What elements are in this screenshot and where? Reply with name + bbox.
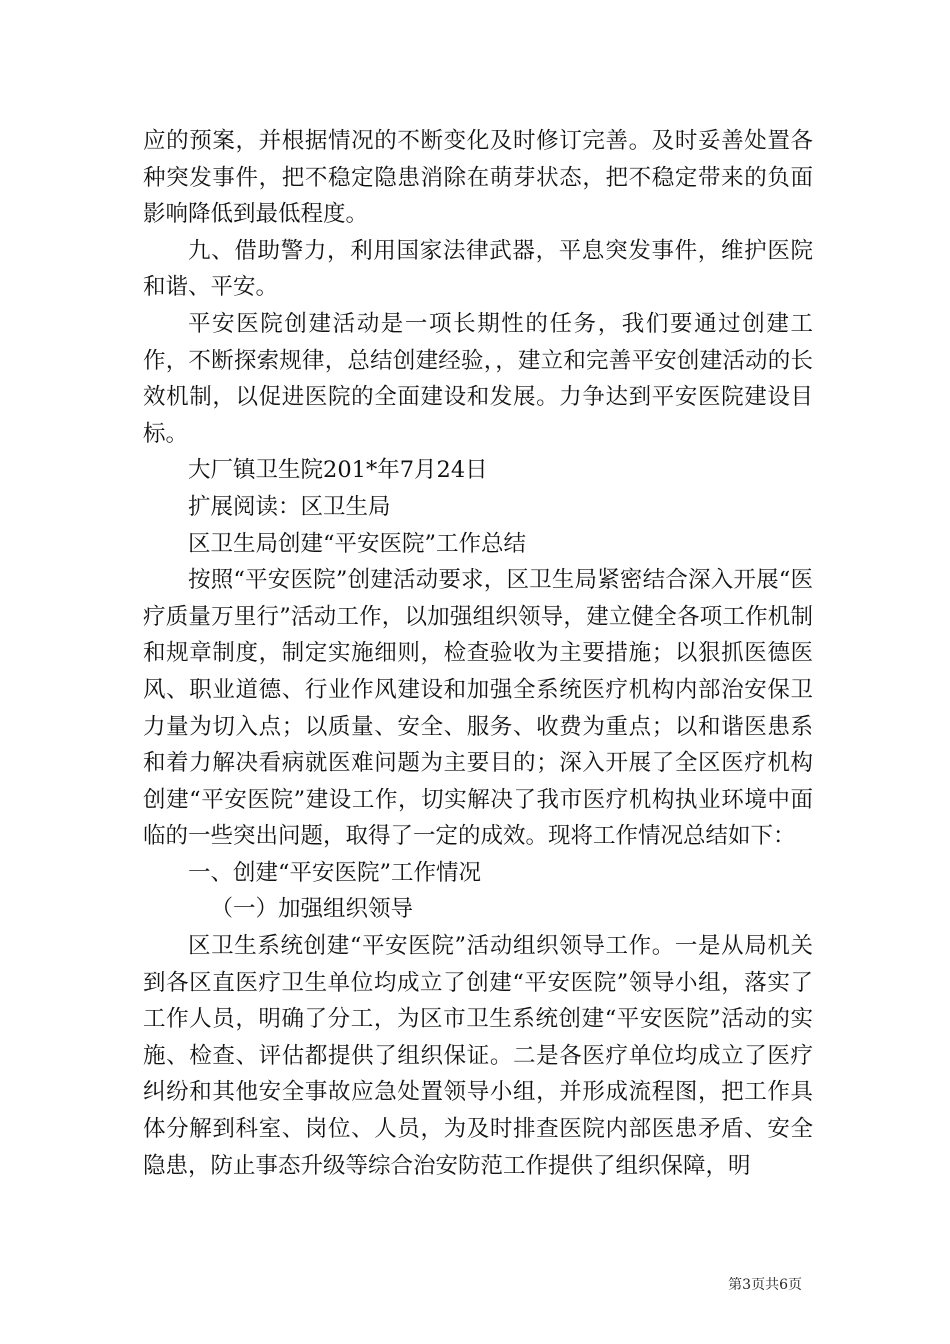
paragraph-2: 九、借助警力，利用国家法律武器，平息突发事件，维护医院和谐、平安。 <box>143 237 813 301</box>
signature-date-line: 大厂镇卫生院201*年7月24日 <box>188 457 488 484</box>
paragraph-intro: 按照“平安医院”创建活动要求，区卫生局紧密结合深入开展“医疗质量万里行”活动工作，以加强组织领导，建立健全各项工作机制和规章制度，制定实施细则，检查验收为主要措施；以狠抓医德医风、职业道德、行业作风建设和加强全系统医疗机构内部治安保卫力量为切入点；以质量、安全、服务、收费为重点；以和谐医患系和着力解决看病就医难问题为主要目的；深入开展了全区医疗机构创建“平安医院”建设工作，切实解决了我市医疗机构执业环境中面临的一些突出问题，取得了一定的成效。现将工作情况总结如下： <box>143 567 813 850</box>
extended-reading-label: 扩展阅读：区卫生局 <box>188 493 391 520</box>
document-body <box>143 123 813 1184</box>
paragraph-organization: 区卫生系统创建“平安医院”活动组织领导工作。一是从局机关到各区直医疗卫生单位均成立了创建“平安医院”领导小组，落实了工作人员，明确了分工，为区市卫生系统创建“平安医院”活动的实施、检查、评估都提供了组织保证。二是各医疗单位均成立了医疗纠纷和其他安全事故应急处置领导小组，并形成流程图，把工作具体分解到科室、岗位、人员，为及时排查医院内部医患矛盾、安全隐患，防止事态升级等综合治安防范工作提供了组织保障，明 <box>143 933 813 1179</box>
paragraph-3: 平安医院创建活动是一项长期性的任务，我们要通过创建工作，不断探索规律，总结创建经验，，建立和完善平安创建活动的长效机制，以促进医院的全面建设和发展。力争达到平安医院建设目标。 <box>143 310 813 447</box>
section-title: 区卫生局创建“平安医院”工作总结 <box>188 530 527 557</box>
paragraph-1: 应的预案，并根据情况的不断变化及时修订完善。及时妥善处置各种突发事件，把不稳定隐患消除在萌芽状态，把不稳定带来的负面影响降低到最低程度。 <box>143 128 813 228</box>
heading-level-2: （一）加强组织领导 <box>210 896 414 923</box>
heading-level-1: 一、创建“平安医院”工作情况 <box>188 859 482 886</box>
page-number: 第3页共6页 <box>728 1277 802 1293</box>
